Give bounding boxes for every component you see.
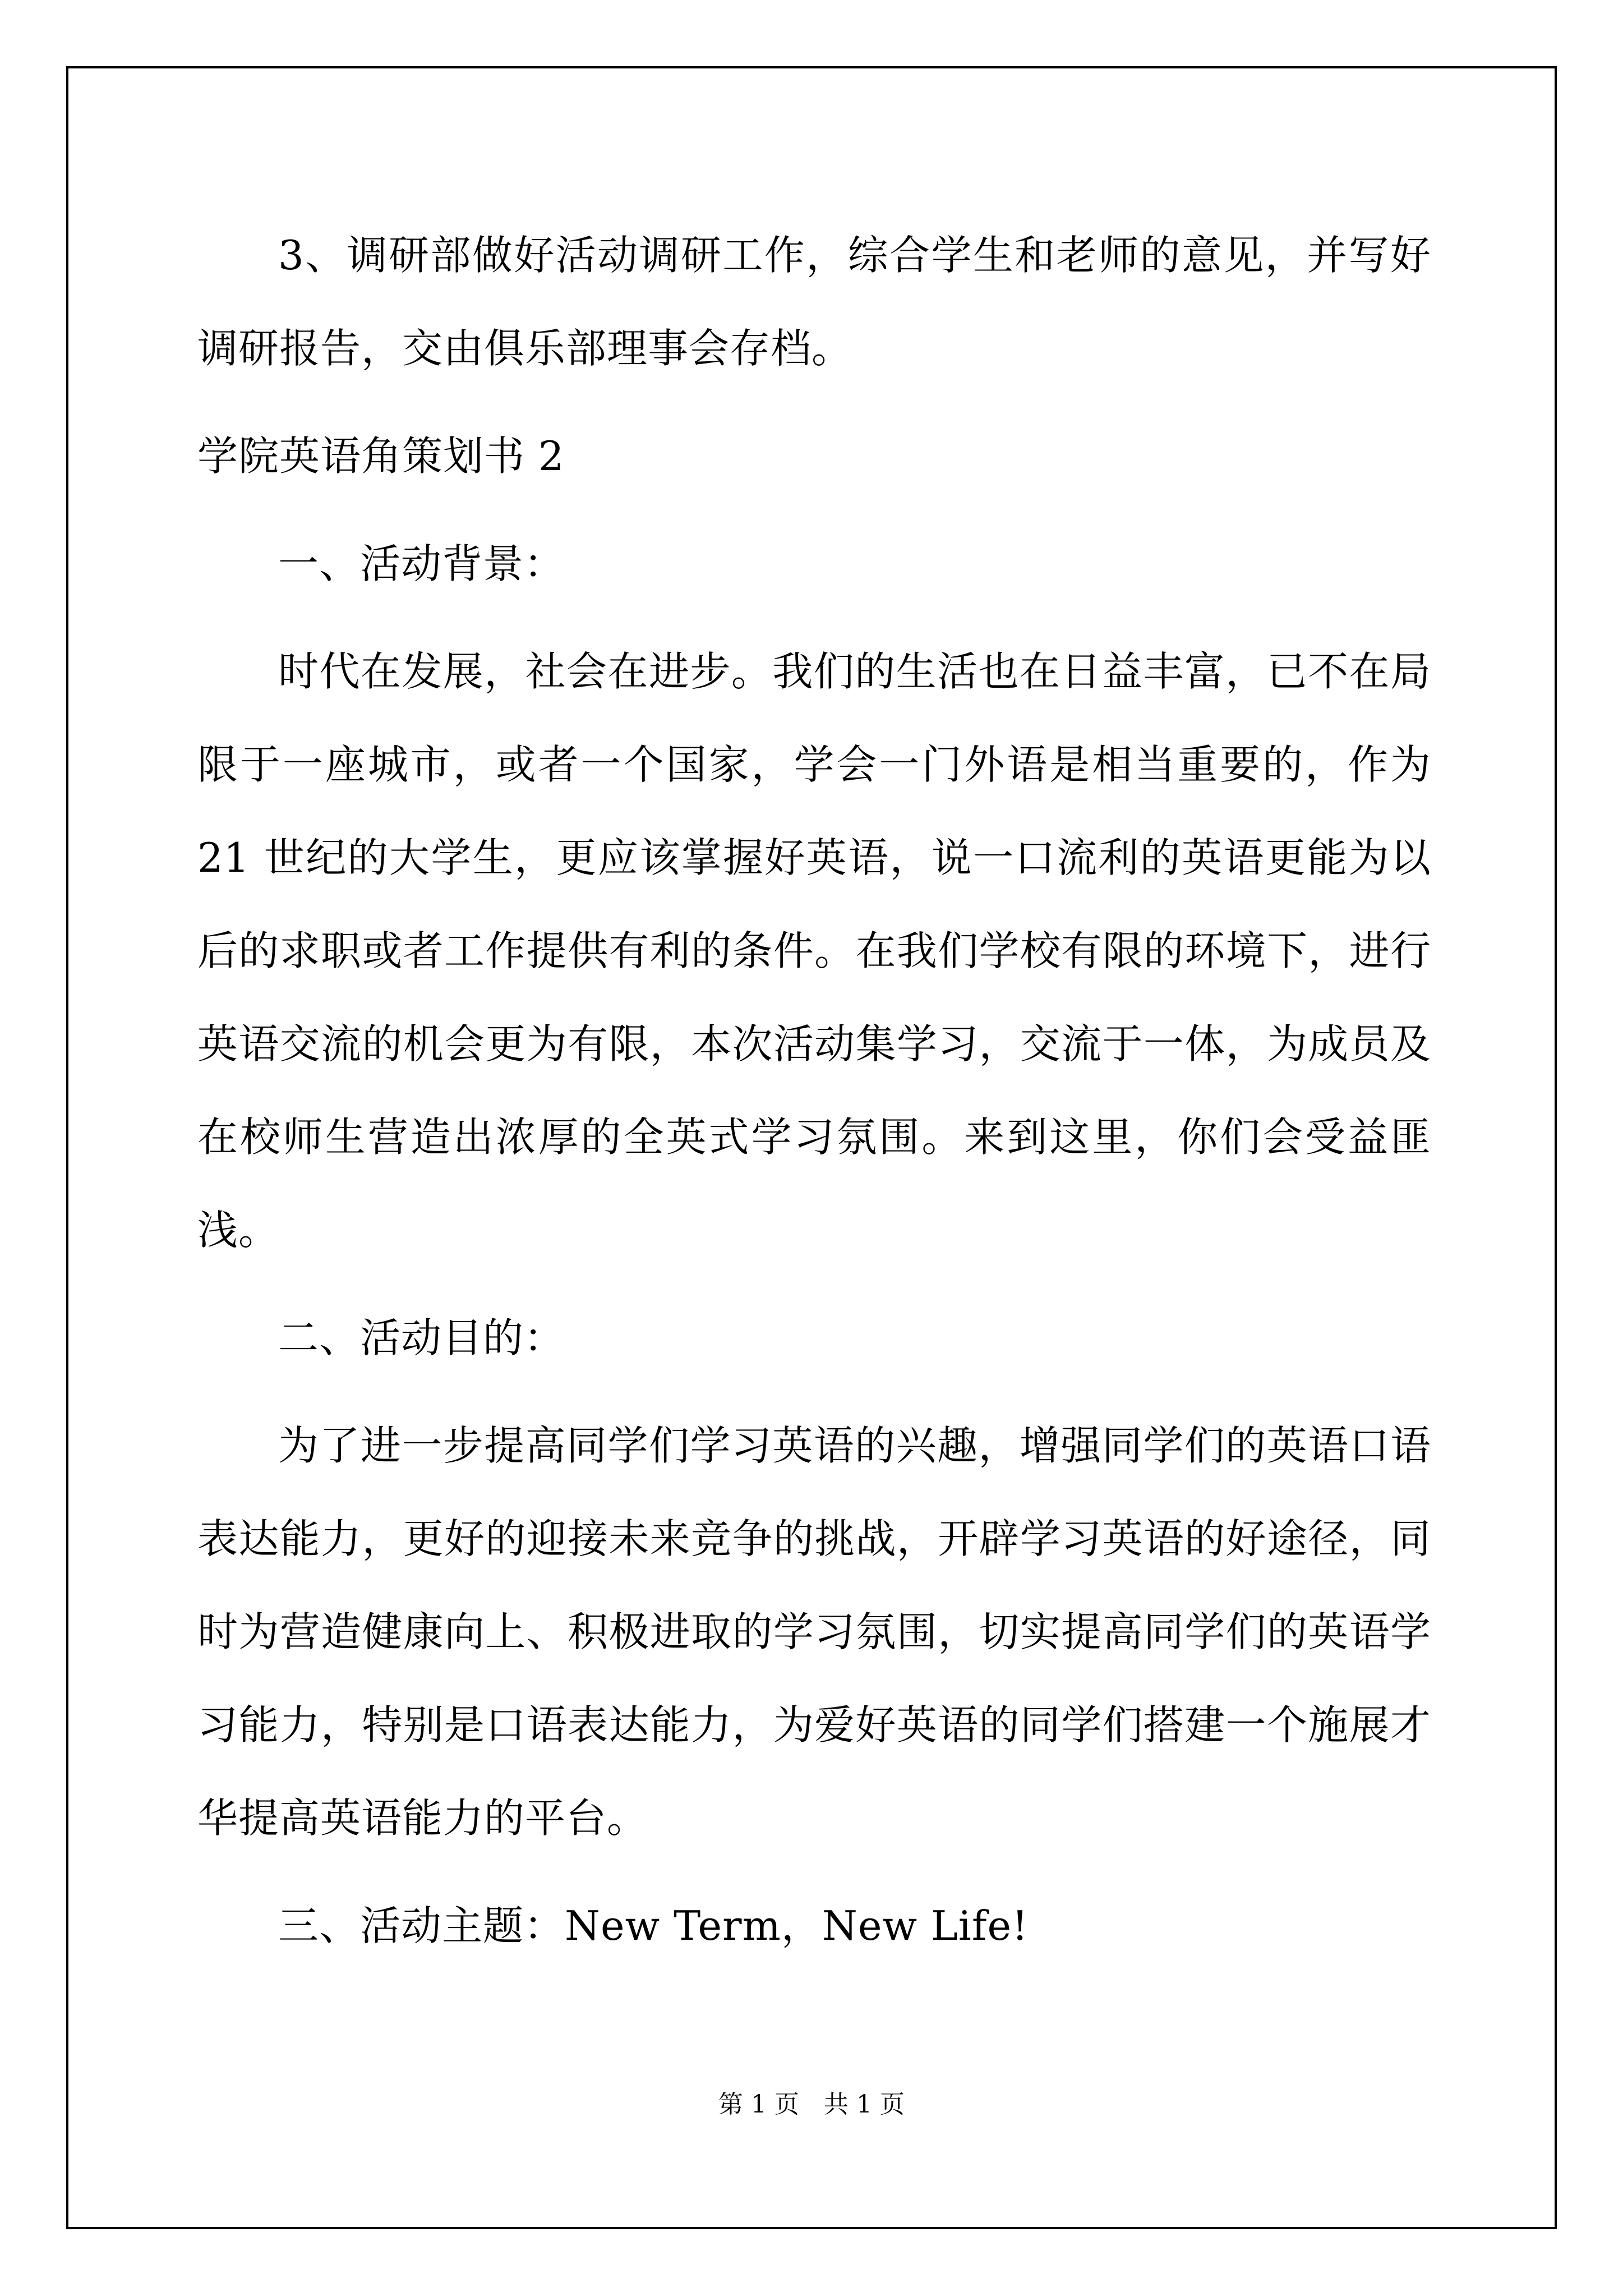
document-body <box>197 209 1431 1987</box>
heading-background: 一、活动背景： <box>278 540 565 587</box>
paragraph-background: 时代在发展，社会在进步。我们的生活也在日益丰富，已不在局限于一座城市，或者一个国家，学会一门外语是相当重要的，作为 21 世纪的大学生，更应该掌握好英语，说一口流利的英语更能为以后的求职或者工作提供有利的条件。在我们学校有限的环境下，进行英语交流的机会更为有限，本次活动集学习，交流于一体，为成员及在校师生营造出浓厚的全英式学习氛围。来到这里，你们会受益匪浅。 <box>197 648 1431 1254</box>
heading-theme: 三、活动主题：New Term，New Life! <box>278 1902 1029 1949</box>
heading-purpose: 二、活动目的： <box>278 1314 565 1361</box>
paragraph-research-report: 3、调研部做好活动调研工作，综合学生和老师的意见，并写好调研报告，交由俱乐部理事会存档。 <box>197 232 1431 372</box>
page-footer: 第 1 页 共 1 页 <box>718 2090 905 2119</box>
section-title: 学院英语角策划书 2 <box>197 432 565 480</box>
paragraph-purpose: 为了进一步提高同学们学习英语的兴趣，增强同学们的英语口语表达能力，更好的迎接未来竞争的挑战，开辟学习英语的好途径，同时为营造健康向上、积极进取的学习氛围，切实提高同学们的英语学习能力，特别是口语表达能力，为爱好英语的同学们搭建一个施展才华提高英语能力的平台。 <box>197 1422 1431 1842</box>
